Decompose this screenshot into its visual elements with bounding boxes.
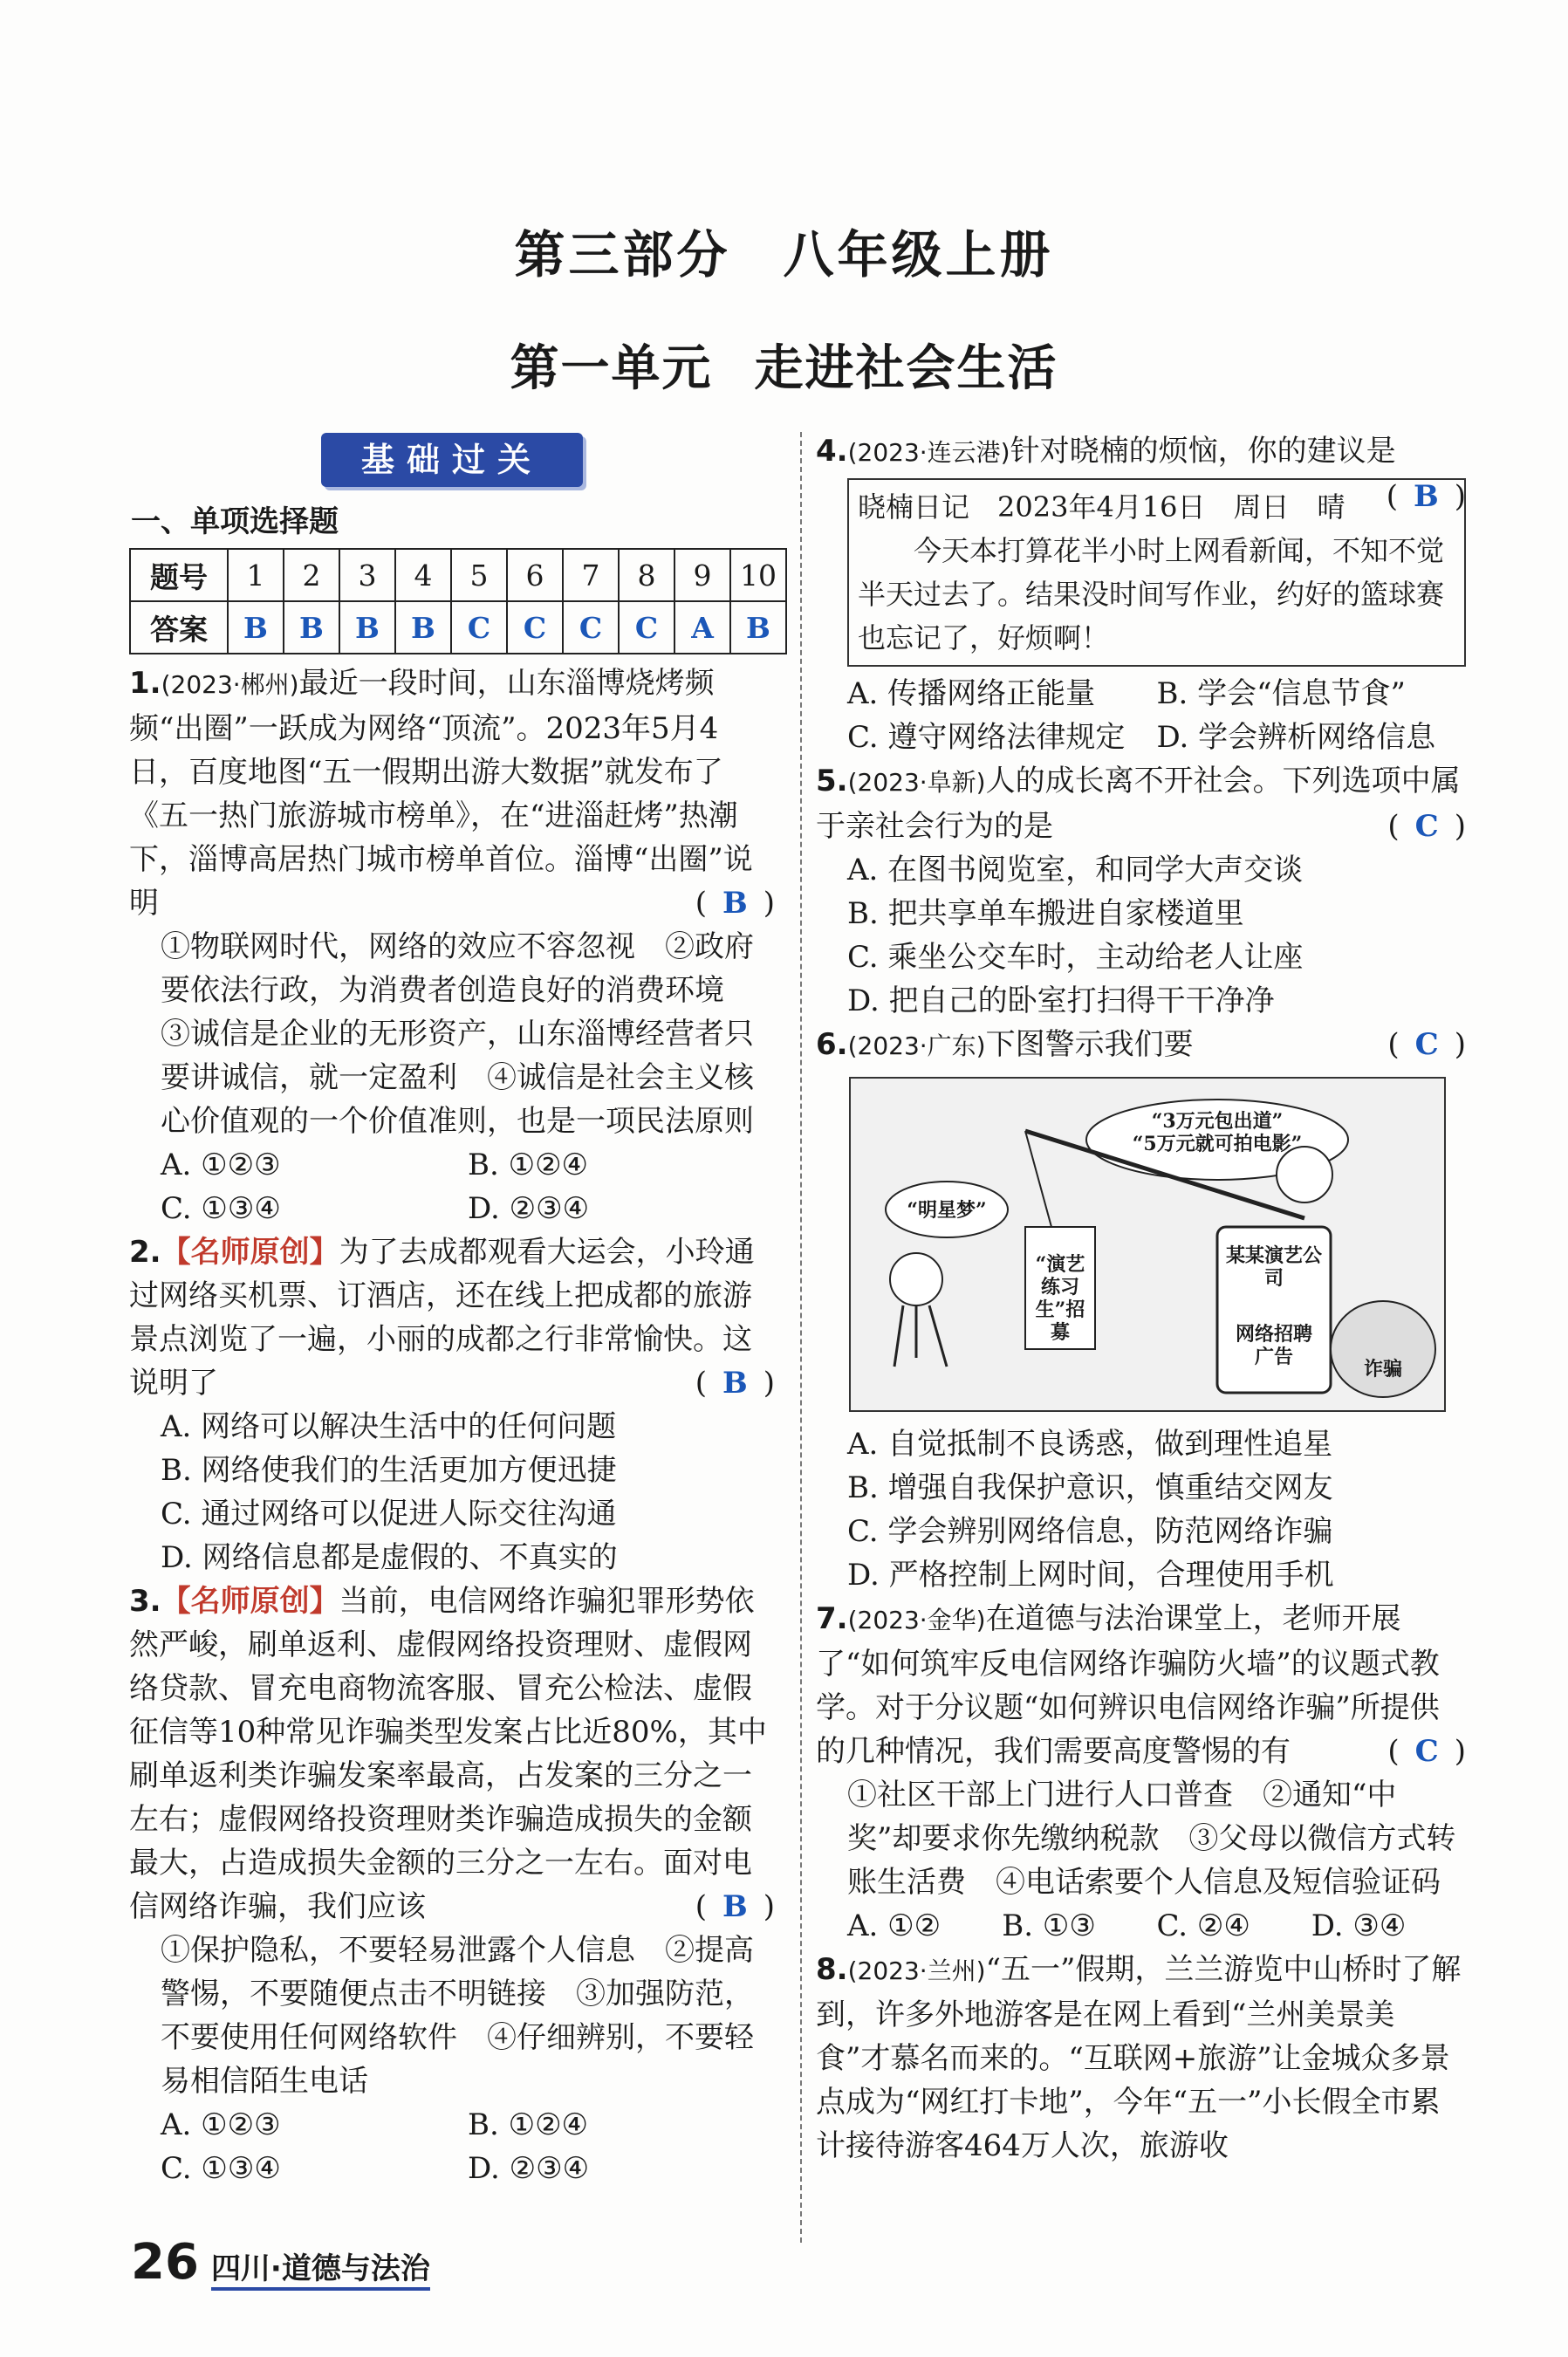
left-column — [129, 661, 775, 2190]
question-number: 1. — [129, 666, 161, 701]
ad-text: 网络招聘广告 — [1235, 1323, 1312, 1368]
diary-box — [847, 478, 1466, 667]
diary-text: 今天本打算花半小时上网看新闻，不知不觉半天过去了。结果没时间写作业，约好的篮球赛也忘记了，好烦啊！ — [858, 534, 1445, 654]
book-title: 四川·道德与法治 — [211, 2244, 430, 2291]
question-stem: 为了去成都观看大运会，小玲通过网络买机票、订酒店，还在线上把成都的旅游景点浏览了一遍，小丽的成都之行非常愉快。这说明了 — [129, 1235, 755, 1401]
question-7 — [816, 1597, 1466, 1948]
number-cell: 6 — [507, 549, 563, 601]
question-stem: 人的成长离不开社会。下列选项中属于亲社会行为的是 — [816, 764, 1461, 844]
number-cell: 8 — [619, 549, 674, 601]
answer-cell: C — [619, 601, 674, 654]
company-text: 某某演艺公司 — [1226, 1244, 1323, 1290]
answer-letter: C — [1414, 1734, 1439, 1769]
answer-table — [129, 548, 787, 654]
question-number: 2. — [129, 1235, 161, 1270]
question-6 — [816, 1023, 1466, 1597]
answer-header: 答案 — [130, 601, 228, 654]
question-source: (2023·兰州) — [847, 1956, 986, 1985]
option-a: A. 网络可以解决生活中的任何问题 — [161, 1409, 617, 1444]
bait-text: “演艺练习生”招募 — [1035, 1253, 1085, 1344]
question-stem: 下图警示我们要 — [985, 1027, 1194, 1062]
question-source: (2023·广东) — [847, 1031, 986, 1060]
number-header: 题号 — [130, 549, 228, 601]
option-b: B. ①②④ — [468, 2107, 589, 2142]
unit-title — [0, 330, 1568, 400]
question-source: (2023·连云港) — [847, 438, 1010, 467]
answer-bracket: ( C ) — [1387, 809, 1466, 844]
option-a: A. ①② — [847, 1908, 941, 1943]
answer-letter: C — [1414, 1027, 1439, 1062]
question-stem: 在道德与法治课堂上，老师开展了“如何筑牢反电信网络诈骗防火墙”的议题式教学。对于分议题“如何辨识电信网络诈骗”所提供的几种情况，我们需要高度警惕的有 — [816, 1601, 1440, 1769]
question-stem: “五一”假期，兰兰游览中山桥时了解到，许多外地游客是在网上看到“兰州美景美食”才慕名而来的。“互联网+旅游”让金城众多景点成为“网红打卡地”，今年“五一”小长假全市累计接待游客464万人次，旅游收 — [816, 1952, 1462, 2163]
question-4 — [816, 429, 1466, 759]
number-cell: 2 — [284, 549, 339, 601]
question-number: 3. — [129, 1584, 161, 1619]
fraud-text: 诈骗 — [1363, 1358, 1402, 1381]
question-8 — [816, 1948, 1466, 2168]
option-list — [129, 1143, 775, 1230]
question-source: (2023·阜新) — [847, 768, 986, 797]
option-d: D. ③④ — [1311, 1908, 1407, 1943]
option-list — [816, 1904, 1466, 1948]
answer-letter: B — [722, 1889, 748, 1924]
right-column — [816, 429, 1466, 2168]
option-a: A. ①②③ — [161, 2107, 281, 2142]
option-a: A. 在图书阅览室，和同学大声交谈 — [847, 853, 1304, 887]
question-stem: 最近一段时间，山东淄博烧烤频频“出圈”一跃成为网络“顶流”。2023年5月4日，百度地图“五一假期出游大数据”就发布了《五一热门旅游城市榜单》，在“进淄赶烤”热潮下，淄博高居热门城市榜单首位。淄博“出圈”说明 — [129, 666, 753, 921]
number-cell: 4 — [395, 549, 451, 601]
answer-letter: C — [1414, 809, 1439, 844]
section-title: 一、单项选择题 — [131, 504, 339, 539]
option-d: D. ②③④ — [468, 2151, 590, 2186]
dream-text: “明星梦” — [907, 1199, 987, 1222]
option-d: D. 网络信息都是虚假的、不真实的 — [161, 1540, 618, 1575]
option-b: B. ①②④ — [468, 1148, 589, 1182]
answer-cell: C — [451, 601, 507, 654]
unit-name: 走进社会生活 — [754, 339, 1058, 397]
answer-cell: B — [228, 601, 284, 654]
question-1 — [129, 661, 775, 1230]
option-b: B. 学会“信息节食” — [1156, 676, 1406, 711]
answer-cell: B — [730, 601, 786, 654]
number-cell: 10 — [730, 549, 786, 601]
money-bag — [1331, 1301, 1435, 1397]
answer-cell: B — [395, 601, 451, 654]
answer-bracket: ( C ) — [1387, 1734, 1466, 1769]
question-tag: 【名师原创】 — [161, 1235, 339, 1270]
question-3 — [129, 1579, 775, 2190]
speech-text — [1113, 1110, 1322, 1155]
option-list — [129, 2103, 775, 2190]
speech-line-2: “5万元就可拍电影” — [1132, 1133, 1303, 1155]
option-d: D. 严格控制上网时间，合理使用手机 — [847, 1558, 1334, 1593]
option-a: A. 自觉抵制不良诱惑，做到理性追星 — [847, 1427, 1333, 1462]
number-cell: 7 — [563, 549, 619, 601]
section-badge: 基础过关 — [321, 433, 583, 487]
option-a: A. ①②③ — [161, 1148, 281, 1182]
answer-bracket: ( B ) — [695, 886, 775, 921]
diary-heading: 晓楠日记 2023年4月16日 周日 晴 — [858, 490, 1345, 524]
girl-head — [890, 1253, 942, 1305]
answer-letter: B — [1413, 479, 1439, 514]
number-cell: 3 — [339, 549, 395, 601]
option-d: D. 学会辨析网络信息 — [1156, 720, 1436, 755]
option-c: C. ①③④ — [161, 2151, 281, 2186]
option-c: C. 学会辨别网络信息，防范网络诈骗 — [847, 1514, 1333, 1549]
question-source: (2023·郴州) — [161, 670, 299, 699]
option-list — [816, 672, 1466, 759]
part-label: 第三部分 — [514, 225, 731, 284]
question-tag: 【名师原创】 — [161, 1584, 339, 1619]
option-c: C. 遵守网络法律规定 — [847, 720, 1126, 755]
part-title — [0, 214, 1568, 287]
option-b: B. 增强自我保护意识，慎重结交网友 — [847, 1470, 1333, 1505]
answer-table-number-row — [130, 549, 786, 601]
answer-cell: C — [563, 601, 619, 654]
speech-line-1: “3万元包出道” — [1151, 1110, 1284, 1133]
option-b: B. 网络使我们的生活更加方便迅捷 — [161, 1453, 617, 1488]
unit-label: 第一单元 — [510, 339, 713, 397]
option-b: B. 把共享单车搬进自家楼道里 — [847, 896, 1244, 931]
question-5 — [816, 759, 1466, 1023]
number-cell: 1 — [228, 549, 284, 601]
option-c: C. 通过网络可以促进人际交往沟通 — [161, 1497, 617, 1531]
question-number: 7. — [816, 1601, 848, 1636]
cartoon-illustration — [849, 1077, 1446, 1412]
answer-cell: B — [339, 601, 395, 654]
number-cell: 5 — [451, 549, 507, 601]
question-number: 5. — [816, 764, 848, 798]
answer-cell: C — [507, 601, 563, 654]
question-number: 8. — [816, 1952, 848, 1987]
answer-bracket: ( B ) — [695, 1889, 775, 1924]
answer-table-answer-row — [130, 601, 786, 654]
column-divider — [800, 432, 802, 2243]
question-source: (2023·金华) — [847, 1606, 986, 1634]
option-b: B. ①③ — [1002, 1908, 1096, 1943]
option-c: C. ①③④ — [161, 1191, 281, 1226]
question-number: 4. — [816, 434, 848, 469]
option-d: D. ②③④ — [468, 1191, 590, 1226]
girl-body — [894, 1305, 947, 1367]
question-items: ①物联网时代，网络的效应不容忽视 ②政府要依法行政，为消费者创造良好的消费环境 ③诚信是企业的无形资产，山东淄博经营者只要讲诚信，就一定盈利 ④诚信是社会主义核心价值观的一个价值准则，也是一项民法原则 — [161, 929, 754, 1139]
answer-cell: B — [284, 601, 339, 654]
option-d: D. 把自己的卧室打扫得干干净净 — [847, 983, 1275, 1018]
question-2 — [129, 1230, 775, 1579]
answer-cell: A — [674, 601, 730, 654]
answer-letter: B — [722, 886, 748, 921]
option-c: C. ②④ — [1156, 1908, 1250, 1943]
question-items: ①保护隐私，不要轻易泄露个人信息 ②提高警惕，不要随便点击不明链接 ③加强防范，不要使用任何网络软件 ④仔细辨别，不要轻易相信陌生电话 — [161, 1933, 754, 2099]
page-footer — [131, 2234, 430, 2291]
option-c: C. 乘坐公交车时，主动给老人让座 — [847, 940, 1304, 975]
page-number: 26 — [131, 2234, 199, 2291]
answer-bracket: ( C ) — [1387, 1027, 1466, 1062]
answer-letter: B — [722, 1366, 748, 1401]
question-stem: 当前，电信网络诈骗犯罪形势依然严峻，刷单返利、虚假网络投资理财、虚假网络贷款、冒充电商物流客服、冒充公检法、虚假征信等10种常见诈骗类型发案占比近80%，其中刷单返利类诈骗发案率最高，占发案的三分之一左右；虚假网络投资理财类诈骗造成损失的金额最大，占造成损失金额的三分之一左右。面对电信网络诈骗，我们应该 — [129, 1584, 767, 1924]
number-cell: 9 — [674, 549, 730, 601]
question-stem: 针对晓楠的烦恼，你的建议是 — [1010, 434, 1396, 469]
answer-bracket: ( B ) — [695, 1366, 775, 1401]
question-items: ①社区干部上门进行人口普查 ②通知“中奖”却要求你先缴纳税款 ③父母以微信方式转账生活费 ④电话索要个人信息及短信验证码 — [847, 1778, 1456, 1900]
fishing-line — [1025, 1131, 1051, 1227]
grade-label: 八年级上册 — [783, 225, 1054, 284]
question-number: 6. — [816, 1027, 848, 1062]
answer-bracket: ( B ) — [1386, 479, 1466, 514]
option-a: A. 传播网络正能量 — [847, 676, 1096, 711]
